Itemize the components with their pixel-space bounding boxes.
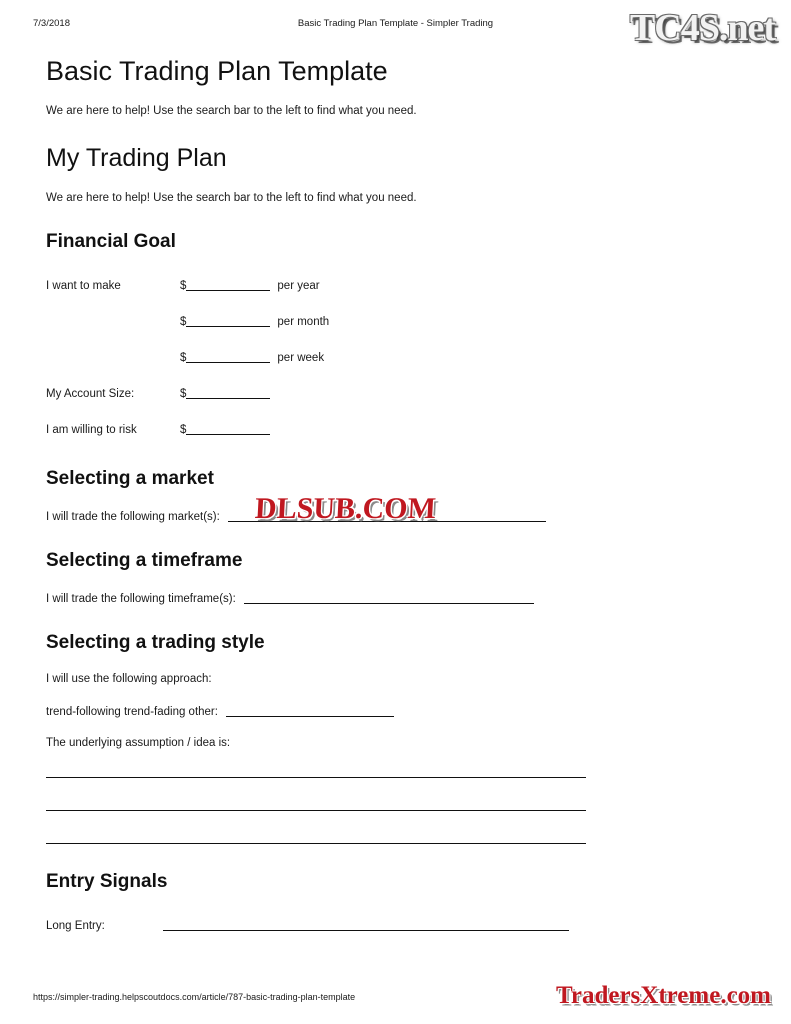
- heading-entry-signals: Entry Signals: [46, 871, 168, 892]
- heading-financial-goal: Financial Goal: [46, 231, 176, 252]
- fill-blank-timeframe[interactable]: [244, 591, 534, 604]
- financial-row-month: [0, 311, 791, 333]
- currency-symbol-risk: $: [180, 424, 187, 436]
- financial-row-account-size: [0, 383, 791, 405]
- heading-selecting-a-timeframe: Selecting a timeframe: [46, 550, 243, 571]
- fill-blank-risk[interactable]: [186, 421, 270, 435]
- style-options-label: trend-following trend-fading other:: [46, 706, 218, 718]
- timeframe-prompt-row: [0, 572, 791, 605]
- fill-blank-long-entry[interactable]: [163, 918, 569, 931]
- assumption-prompt: The underlying assumption / idea is:: [46, 737, 231, 749]
- amount-week: [180, 347, 324, 369]
- style-prompt: I will use the following approach:: [46, 673, 212, 685]
- currency-symbol-year: $: [180, 280, 187, 292]
- market-prompt-label: I will trade the following market(s):: [46, 511, 220, 523]
- timeframe-prompt-label: I will trade the following timeframe(s):: [46, 593, 236, 605]
- document-body: [0, 48, 791, 932]
- currency-symbol-week: $: [180, 352, 187, 364]
- heading-selecting-a-market: Selecting a market: [46, 468, 214, 489]
- long-entry-row: [0, 899, 791, 932]
- fill-blank-month[interactable]: [186, 313, 270, 327]
- footer-url: https://simpler-trading.helpscoutdocs.com/article/787-basic-trading-plan-template: [33, 992, 356, 1002]
- intro-paragraph: We are here to help! Use the search bar to the left to find what you need.: [46, 105, 417, 117]
- account-size-label: My Account Size:: [46, 388, 135, 400]
- amount-account-size: [180, 383, 270, 405]
- heading-selecting-a-trading-style: Selecting a trading style: [46, 632, 265, 653]
- fill-blank-account-size[interactable]: [186, 385, 270, 399]
- financial-row-risk: [0, 419, 791, 441]
- print-date: 7/3/2018: [33, 18, 70, 29]
- amount-month: [180, 311, 329, 333]
- unit-week: per week: [277, 352, 325, 364]
- want-to-make-label: I want to make: [46, 280, 121, 292]
- long-entry-label: Long Entry:: [46, 920, 105, 932]
- unit-year: per year: [277, 280, 320, 292]
- currency-symbol-account: $: [180, 388, 187, 400]
- tradersxtreme-watermark: TradersXtreme.com: [556, 982, 771, 1009]
- style-options-row: [0, 685, 791, 718]
- print-title: Basic Trading Plan Template - Simpler Trading: [297, 18, 494, 29]
- currency-symbol-month: $: [180, 316, 187, 328]
- section-heading-my-trading-plan: My Trading Plan: [46, 144, 227, 172]
- amount-risk: [180, 419, 270, 441]
- amount-year: [180, 275, 320, 297]
- dlsub-watermark: DLSUB.COM: [254, 492, 437, 525]
- section-intro-paragraph: We are here to help! Use the search bar to the left to find what you need.: [46, 192, 417, 204]
- fill-blank-week[interactable]: [186, 349, 270, 363]
- risk-label: I am willing to risk: [46, 424, 137, 436]
- fill-blank-year[interactable]: [186, 277, 270, 291]
- unit-month: per month: [277, 316, 330, 328]
- page-title: Basic Trading Plan Template: [46, 56, 388, 86]
- tc4s-watermark: TC4S.net: [629, 7, 775, 49]
- financial-row-year: [0, 275, 791, 297]
- financial-row-week: [0, 347, 791, 369]
- fill-blank-style-other[interactable]: [226, 704, 394, 717]
